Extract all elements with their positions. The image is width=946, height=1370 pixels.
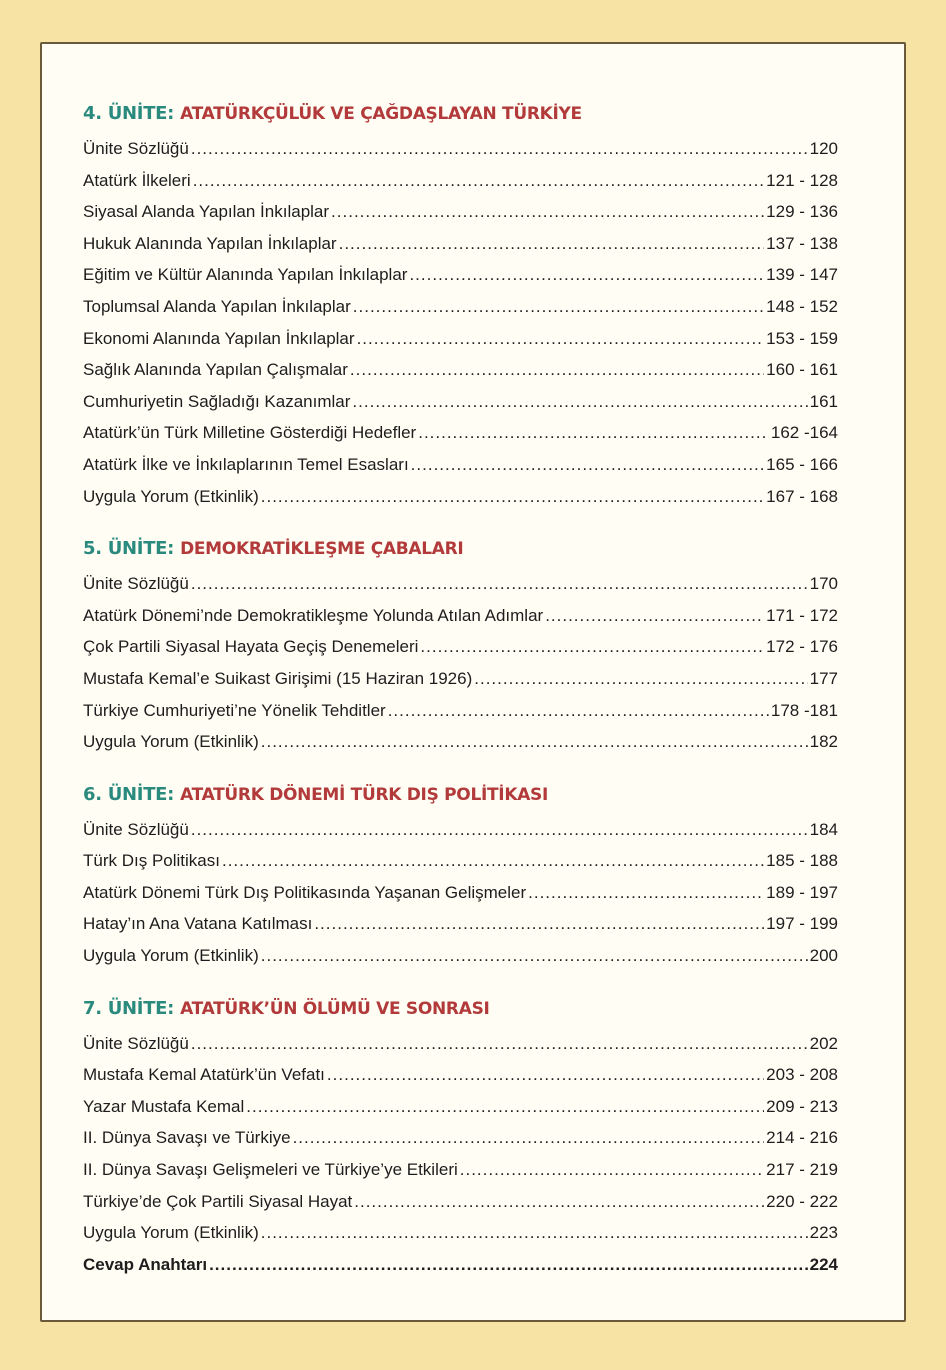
toc-entry[interactable]: [83, 165, 838, 197]
toc-entry[interactable]: [83, 354, 838, 386]
toc-entry[interactable]: [83, 877, 838, 909]
toc-entry-pages: 172 - 176: [766, 637, 838, 657]
toc-entry-label: Hukuk Alanında Yapılan İnkılaplar: [83, 233, 337, 253]
toc-entry-label: Cevap Anahtarı: [83, 1254, 208, 1274]
toc-entry-pages: 139 - 147: [766, 265, 838, 285]
toc-entry-label: Uygula Yorum (Etkinlik): [83, 732, 259, 752]
toc-entry[interactable]: [83, 568, 838, 600]
toc-entry-label: Ünite Sözlüğü: [83, 819, 189, 839]
dot-leader: [350, 354, 764, 386]
toc-entry-pages: 171 - 172: [766, 605, 838, 625]
dot-leader: [420, 631, 764, 663]
toc-entry-pages: 224: [809, 1254, 838, 1274]
toc-entry-label: II. Dünya Savaşı ve Türkiye: [83, 1128, 291, 1148]
toc-entry[interactable]: [83, 1154, 838, 1186]
unit-title: DEMOKRATİKLEŞME ÇABALARI: [180, 539, 464, 560]
toc-entry-pages: 189 - 197: [766, 882, 838, 902]
toc-entry-pages: 137 - 138: [766, 233, 838, 253]
toc-entry-label: Eğitim ve Kültür Alanında Yapılan İnkılaplar: [83, 265, 408, 285]
unit-number: 7. ÜNİTE:: [83, 997, 175, 1019]
toc-entry-pages: 223: [809, 1223, 838, 1243]
toc-entry[interactable]: [83, 449, 838, 481]
toc-entry-pages: 200: [809, 946, 838, 966]
dot-leader: [357, 323, 765, 355]
toc-entry[interactable]: [83, 600, 838, 632]
toc-entry-label: Türk Dış Politikası: [83, 851, 220, 871]
toc-entry-label: Ekonomi Alanında Yapılan İnkılaplar: [83, 328, 355, 348]
toc-entry-label: Türkiye Cumhuriyeti’ne Yönelik Tehditler: [83, 700, 386, 720]
toc-entry-pages: 202: [809, 1033, 838, 1053]
toc-entry-pages: 165 - 166: [766, 454, 838, 474]
toc-entry-pages: 170: [809, 574, 838, 594]
toc-entry[interactable]: [83, 291, 838, 323]
toc-entry-label: Sağlık Alanında Yapılan Çalışmalar: [83, 360, 348, 380]
toc-entry-pages: 197 - 199: [766, 914, 838, 934]
toc-entry-pages: 167 - 168: [766, 486, 838, 506]
unit-number: 6. ÜNİTE:: [83, 783, 175, 805]
toc-entry-label: Atatürk Dönemi’nde Demokratikleşme Yolunda Atılan Adımlar: [83, 605, 544, 625]
dot-leader: [474, 663, 807, 695]
toc-entry-label: Atatürk Dönemi Türk Dış Politikasında Yaşanan Gelişmeler: [83, 882, 527, 902]
dot-leader: [354, 1186, 764, 1218]
toc-entry[interactable]: [83, 481, 838, 513]
dot-leader: [191, 814, 808, 846]
toc-entry[interactable]: [83, 908, 838, 940]
dot-leader: [222, 845, 764, 877]
toc-entry-label: Siyasal Alanda Yapılan İnkılaplar: [83, 202, 330, 222]
toc-entry[interactable]: [83, 1249, 838, 1281]
dot-leader: [261, 726, 808, 758]
dot-leader: [353, 291, 764, 323]
unit-section: [83, 783, 838, 972]
toc-entry-pages: 217 - 219: [766, 1160, 838, 1180]
toc-entry-pages: 178 -181: [770, 700, 838, 720]
dot-leader: [193, 165, 764, 197]
toc-entry-pages: 185 - 188: [766, 851, 838, 871]
unit-section: [83, 537, 838, 758]
dot-leader: [191, 133, 808, 165]
dot-leader: [191, 1028, 808, 1060]
toc-entry-label: Uygula Yorum (Etkinlik): [83, 946, 259, 966]
toc-entry-label: Çok Partili Siyasal Hayata Geçiş Denemeleri: [83, 637, 419, 657]
toc-entry[interactable]: [83, 196, 838, 228]
toc-entry[interactable]: [83, 228, 838, 260]
toc-page: [40, 42, 906, 1322]
toc-entry-pages: 129 - 136: [766, 202, 838, 222]
toc-entry[interactable]: [83, 845, 838, 877]
unit-heading: [83, 783, 838, 807]
toc-entry-pages: 203 - 208: [766, 1065, 838, 1085]
dot-leader: [339, 228, 765, 260]
toc-entry-pages: 121 - 128: [766, 170, 838, 190]
toc-entry[interactable]: [83, 940, 838, 972]
unit-heading: [83, 537, 838, 561]
unit-heading: [83, 997, 838, 1021]
toc-entry-label: II. Dünya Savaşı Gelişmeleri ve Türkiye’ye Etkileri: [83, 1160, 458, 1180]
toc-entry[interactable]: [83, 1122, 838, 1154]
dot-leader: [460, 1154, 764, 1186]
toc-entry[interactable]: [83, 726, 838, 758]
unit-heading: [83, 102, 838, 126]
dot-leader: [331, 196, 764, 228]
toc-entry-label: Toplumsal Alanda Yapılan İnkılaplar: [83, 296, 351, 316]
toc-entry-pages: 148 - 152: [766, 296, 838, 316]
toc-entry-label: Uygula Yorum (Etkinlik): [83, 1223, 259, 1243]
toc-entry-pages: 214 - 216: [766, 1128, 838, 1148]
toc-entry-label: Türkiye’de Çok Partili Siyasal Hayat: [83, 1191, 353, 1211]
toc-entry-label: Atatürk’ün Türk Milletine Gösterdiği Hedefler: [83, 423, 417, 443]
dot-leader: [261, 1217, 808, 1249]
toc-entry[interactable]: [83, 1091, 838, 1123]
toc-entry-label: Cumhuriyetin Sağladığı Kazanımlar: [83, 391, 351, 411]
toc-entry-label: Uygula Yorum (Etkinlik): [83, 486, 259, 506]
dot-leader: [293, 1122, 765, 1154]
toc-entry-pages: 153 - 159: [766, 328, 838, 348]
dot-leader: [261, 940, 808, 972]
toc-entry[interactable]: [83, 695, 838, 727]
toc-entry-pages: 209 - 213: [766, 1096, 838, 1116]
toc-entry-label: Ünite Sözlüğü: [83, 139, 189, 158]
toc-entry-pages: 182: [809, 732, 838, 752]
dot-leader: [545, 600, 764, 632]
toc-entry[interactable]: [83, 631, 838, 663]
toc-entry-pages: 220 - 222: [766, 1191, 838, 1211]
dot-leader: [191, 568, 808, 600]
toc-entry[interactable]: [83, 814, 838, 846]
toc-entry-label: Hatay’ın Ana Vatana Katılması: [83, 914, 313, 934]
toc-entry-label: Mustafa Kemal Atatürk’ün Vefatı: [83, 1065, 325, 1085]
unit-number: 4. ÜNİTE:: [83, 103, 175, 124]
dot-leader: [409, 259, 764, 291]
table-of-contents: [83, 102, 838, 1305]
toc-entry[interactable]: [83, 1186, 838, 1218]
dot-leader: [528, 877, 764, 909]
toc-entry-pages: 162 -164: [770, 423, 838, 443]
toc-entry-pages: 161: [809, 391, 838, 411]
toc-entry-label: Atatürk İlkeleri: [83, 170, 191, 190]
toc-entry-pages: 120: [809, 139, 838, 158]
toc-entry[interactable]: [83, 323, 838, 355]
dot-leader: [352, 386, 807, 418]
unit-section: [83, 102, 838, 512]
toc-entry[interactable]: [83, 386, 838, 418]
toc-entry[interactable]: [83, 663, 838, 695]
dot-leader: [261, 481, 764, 513]
toc-entry[interactable]: [83, 1217, 838, 1249]
dot-leader: [388, 695, 769, 727]
unit-title: ATATÜRK DÖNEMİ TÜRK DIŞ POLİTİKASI: [180, 784, 549, 805]
toc-entry-label: Ünite Sözlüğü: [83, 1033, 189, 1053]
unit-title: ATATÜRK’ÜN ÖLÜMÜ VE SONRASI: [180, 998, 490, 1019]
toc-entry-pages: 184: [809, 819, 838, 839]
toc-entry-pages: 160 - 161: [766, 360, 838, 380]
toc-entry-label: Mustafa Kemal’e Suikast Girişimi (15 Haziran 1926): [83, 668, 473, 688]
toc-entry[interactable]: [83, 1028, 838, 1060]
toc-entry[interactable]: [83, 1059, 838, 1091]
dot-leader: [418, 417, 769, 449]
toc-entry[interactable]: [83, 133, 838, 165]
toc-entry[interactable]: [83, 259, 838, 291]
unit-title: ATATÜRKÇÜLÜK VE ÇAĞDAŞLAYAN TÜRKİYE: [180, 104, 582, 124]
unit-number: 5. ÜNİTE:: [83, 538, 175, 560]
dot-leader: [209, 1249, 808, 1281]
toc-entry-pages: 177: [809, 668, 838, 688]
dot-leader: [246, 1091, 764, 1123]
toc-entry-label: Atatürk İlke ve İnkılaplarının Temel Esasları: [83, 454, 409, 474]
dot-leader: [327, 1059, 764, 1091]
dot-leader: [314, 908, 764, 940]
toc-entry[interactable]: [83, 417, 838, 449]
dot-leader: [411, 449, 764, 481]
unit-section: [83, 997, 838, 1281]
toc-entry-label: Yazar Mustafa Kemal: [83, 1096, 245, 1116]
toc-entry-label: Ünite Sözlüğü: [83, 574, 189, 594]
